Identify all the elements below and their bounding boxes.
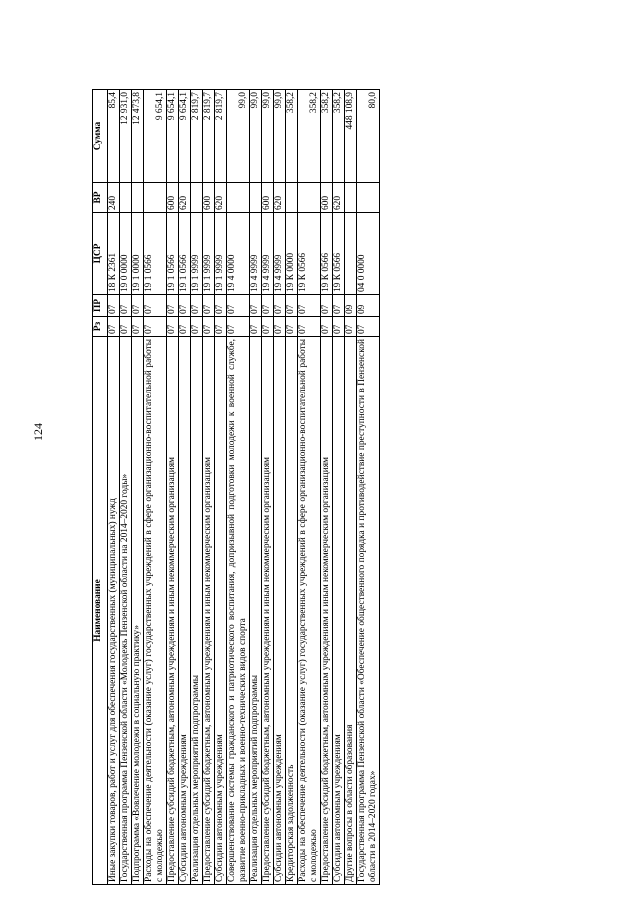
row-csr: 18 К 2361: [108, 213, 120, 295]
row-name: Государственная программа Пензенской области «Молодежь Пензенской области на 2014–2020 годы»: [120, 337, 132, 885]
table-row: [274, 90, 286, 885]
row-sum: 358,2: [298, 90, 321, 183]
row-rz: 07: [286, 317, 298, 337]
row-csr: 19 1 0566: [167, 213, 179, 295]
row-sum: 99,0: [274, 90, 286, 183]
row-pr: 07: [286, 295, 298, 317]
table-row: [345, 90, 357, 885]
table-row: [203, 90, 215, 885]
row-pr: 07: [203, 295, 215, 317]
header-name: Наименование: [93, 337, 108, 885]
row-pr: 07: [179, 295, 191, 317]
row-rz: 07: [357, 317, 380, 337]
row-pr: 07: [144, 295, 167, 317]
row-csr: 19 1 0566: [179, 213, 191, 295]
header-csr: ЦСР: [93, 213, 108, 295]
row-rz: 07: [250, 317, 262, 337]
row-pr: 07: [321, 295, 333, 317]
row-vr: [345, 183, 357, 213]
table-row: [108, 90, 120, 885]
row-sum: 9 654,1: [167, 90, 179, 183]
row-pr: 07: [227, 295, 250, 317]
table-row: [250, 90, 262, 885]
row-name: Другие вопросы в области образования: [345, 337, 357, 885]
table-row: [298, 90, 321, 885]
row-rz: 07: [227, 317, 250, 337]
row-vr: 600: [262, 183, 274, 213]
row-vr: [286, 183, 298, 213]
row-pr: 07: [191, 295, 203, 317]
row-pr: 07: [250, 295, 262, 317]
row-csr: 19 4 9999: [274, 213, 286, 295]
row-vr: [357, 183, 380, 213]
row-csr: 19 4 9999: [262, 213, 274, 295]
row-rz: 07: [179, 317, 191, 337]
row-csr: 19 4 9999: [250, 213, 262, 295]
row-vr: 620: [179, 183, 191, 213]
row-vr: [191, 183, 203, 213]
row-pr: 07: [333, 295, 345, 317]
row-pr: 07: [215, 295, 227, 317]
table-row: [227, 90, 250, 885]
row-pr: 07: [298, 295, 321, 317]
row-csr: 19 К 0566: [298, 213, 321, 295]
page-number: 124: [31, 423, 45, 441]
row-pr: 09: [345, 295, 357, 317]
row-vr: 620: [215, 183, 227, 213]
row-name: Реализация отдельных мероприятий подпрограммы: [191, 337, 203, 885]
table-row: [191, 90, 203, 885]
row-pr: 07: [262, 295, 274, 317]
row-rz: 07: [191, 317, 203, 337]
row-sum: 358,2: [333, 90, 345, 183]
table-row: [132, 90, 144, 885]
row-sum: 99,0: [262, 90, 274, 183]
row-sum: 2 819,7: [191, 90, 203, 183]
row-rz: 07: [108, 317, 120, 337]
table-row: [333, 90, 345, 885]
row-pr: 07: [132, 295, 144, 317]
row-vr: 600: [167, 183, 179, 213]
row-sum: 99,0: [227, 90, 250, 183]
row-sum: 9 654,1: [144, 90, 167, 183]
row-pr: 07: [167, 295, 179, 317]
row-name: Предоставление субсидий бюджетным, автономным учреждениям и иным некоммерческим организациям: [203, 337, 215, 885]
row-name: Субсидии автономным учреждениям: [333, 337, 345, 885]
row-vr: [120, 183, 132, 213]
row-vr: [227, 183, 250, 213]
table-row: [144, 90, 167, 885]
table-row: [120, 90, 132, 885]
header-rz: Рз: [93, 317, 108, 337]
row-name: Иные закупки товаров, работ и услуг для обеспечения государственных (муниципальных) нужд: [108, 337, 120, 885]
row-csr: 04 0 0000: [357, 213, 380, 295]
row-vr: 620: [274, 183, 286, 213]
row-name: Субсидии автономным учреждениям: [179, 337, 191, 885]
row-pr: 09: [357, 295, 380, 317]
row-name: Предоставление субсидий бюджетным, автономным учреждениям и иным некоммерческим организациям: [262, 337, 274, 885]
row-name: Реализация отдельных мероприятий подпрограммы: [250, 337, 262, 885]
row-rz: 07: [120, 317, 132, 337]
row-csr: 19 К 0566: [333, 213, 345, 295]
row-sum: 80,0: [357, 90, 380, 183]
row-vr: [298, 183, 321, 213]
row-pr: 07: [120, 295, 132, 317]
row-vr: [250, 183, 262, 213]
header-vr: ВР: [93, 183, 108, 213]
row-name: Расходы на обеспечение деятельности (оказание услуг) государственных учреждений в сфере организационно-воспитательной работы с молодежью: [298, 337, 321, 885]
row-rz: 07: [321, 317, 333, 337]
row-rz: 07: [262, 317, 274, 337]
row-rz: 07: [215, 317, 227, 337]
table-row: [262, 90, 274, 885]
row-sum: 99,0: [250, 90, 262, 183]
header-sum: Сумма: [93, 90, 108, 183]
table-row: [179, 90, 191, 885]
header-pr: ПР: [93, 295, 108, 317]
row-sum: 2 819,7: [203, 90, 215, 183]
rotated-table-container: [92, 90, 556, 885]
row-name: Подпрограмма «Вовлечение молодежи в социальную практику»: [132, 337, 144, 885]
row-rz: 07: [333, 317, 345, 337]
row-csr: 19 1 9999: [191, 213, 203, 295]
row-pr: 07: [108, 295, 120, 317]
row-pr: 07: [274, 295, 286, 317]
row-name: Кредиторская задолженность: [286, 337, 298, 885]
row-sum: 448 108,9: [345, 90, 357, 183]
row-csr: 19 1 0566: [144, 213, 167, 295]
row-name: Расходы на обеспечение деятельности (оказание услуг) государственных учреждений в сфере организационно-воспитательной работы с молодежью: [144, 337, 167, 885]
row-vr: 600: [203, 183, 215, 213]
budget-table: [92, 89, 380, 885]
row-sum: 9 654,1: [179, 90, 191, 183]
row-rz: 07: [274, 317, 286, 337]
row-csr: 19 0 0000: [120, 213, 132, 295]
row-vr: 240: [108, 183, 120, 213]
row-vr: [144, 183, 167, 213]
row-rz: 07: [144, 317, 167, 337]
row-rz: 07: [345, 317, 357, 337]
row-rz: 07: [203, 317, 215, 337]
table-row: [286, 90, 298, 885]
row-rz: 07: [132, 317, 144, 337]
row-vr: 600: [321, 183, 333, 213]
table-header-row: [93, 90, 108, 885]
row-csr: 19 1 9999: [215, 213, 227, 295]
row-csr: 19 К 0566: [321, 213, 333, 295]
row-name: Предоставление субсидий бюджетным, автономным учреждениям и иным некоммерческим организациям: [321, 337, 333, 885]
row-name: Совершенствование системы гражданского и патриотического воспитания, допризывной подготовки молодежи к военной службе, развитие военно-прикладных и военно-технических видов спорта: [227, 337, 250, 885]
row-csr: 19 К 0000: [286, 213, 298, 295]
row-csr: 19 1 9999: [203, 213, 215, 295]
row-rz: 07: [167, 317, 179, 337]
row-sum: 12 473,8: [132, 90, 144, 183]
row-sum: 12 931,0: [120, 90, 132, 183]
row-name: Предоставление субсидий бюджетным, автономным учреждениям и иным некоммерческим организациям: [167, 337, 179, 885]
table-row: [357, 90, 380, 885]
row-csr: [345, 213, 357, 295]
row-sum: 2 819,7: [215, 90, 227, 183]
row-csr: 19 1 0000: [132, 213, 144, 295]
row-name: Субсидии автономным учреждениям: [274, 337, 286, 885]
table-row: [321, 90, 333, 885]
row-sum: 358,2: [321, 90, 333, 183]
row-sum: 85,4: [108, 90, 120, 183]
row-sum: 358,2: [286, 90, 298, 183]
row-rz: 07: [298, 317, 321, 337]
row-name: Государственная программа Пензенской области «Обеспечение общественного порядка и противодействие преступности в Пензенской области в 2014–2020 годах»: [357, 337, 380, 885]
row-name: Субсидии автономным учреждениям: [215, 337, 227, 885]
table-row: [215, 90, 227, 885]
row-vr: 620: [333, 183, 345, 213]
row-vr: [132, 183, 144, 213]
table-row: [167, 90, 179, 885]
row-csr: 19 4 0000: [227, 213, 250, 295]
